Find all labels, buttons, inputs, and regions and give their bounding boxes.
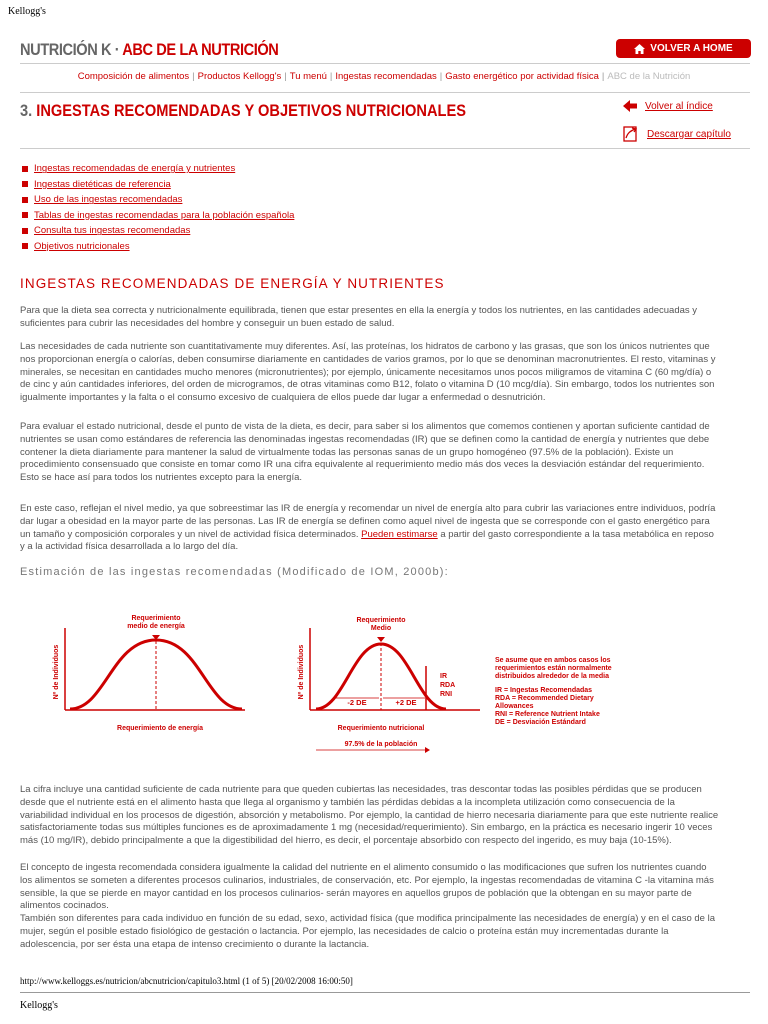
toc-item[interactable] <box>22 223 294 239</box>
browser-footer-brand: Kellogg's <box>20 1000 58 1011</box>
bullet-icon <box>22 212 28 218</box>
download-chapter-label: Descargar capítulo <box>647 128 731 140</box>
pdf-download-icon <box>623 126 639 142</box>
nav-item-productos[interactable]: Productos Kellogg's <box>197 71 282 82</box>
toc-link[interactable]: Objetivos nutricionales <box>34 240 130 252</box>
right-minus-label: -2 DE <box>347 698 367 707</box>
paragraph-4 <box>20 503 720 554</box>
bullet-icon <box>22 197 28 203</box>
legend-line-1: Se asume que en ambos casos los <box>495 657 611 664</box>
browser-header-brand: Kellogg's <box>8 6 46 17</box>
home-icon <box>634 44 645 54</box>
paragraph-2: Las necesidades de cada nutriente son cuantitativamente muy diferentes. Así, las proteínas, los hidratos de carbono y las grasas, que son los únicos nutrientes que nos proporcionan energía o calorías, deben consumirse diariamente en cantidades de varios gramos, por lo que se denominan macronutrientes. El resto, vitaminas y minerales, se necesitan en cantidades mucho menores (micronutrientes); por ejemplo, únicamente necesitamos unos pocos miligramos de vitamina C (60 mg/día) o de cinc y aún cantidades inferiores, del orden de microgramos, de otras vitaminas como B12, folato o vitamina D (10 mcg/día). Sin embargo, todos los nutrientes son igualmente importantes y la falta o el consumo excesivo de cualquiera de ellos puede dar lugar a enfermedad o desnutrición. <box>20 341 716 404</box>
chapter-number: 3. <box>20 101 33 120</box>
toc-link[interactable]: Tablas de ingestas recomendadas para la población española <box>34 209 295 221</box>
estimate-link[interactable]: Pueden estimarse <box>361 528 438 540</box>
bullet-icon <box>22 228 28 234</box>
nav-item-tu-menu[interactable]: Tu menú <box>289 71 327 82</box>
bullet-icon <box>22 181 28 187</box>
section-heading: INGESTAS RECOMENDADAS DE ENERGÍA Y NUTRIENTES <box>20 276 445 291</box>
left-top-label-2: medio de energía <box>127 623 185 630</box>
right-top-label-1: Requerimiento <box>356 617 406 624</box>
nav-divider <box>20 92 750 93</box>
header-divider <box>20 63 750 64</box>
table-of-contents <box>22 161 294 254</box>
toc-item[interactable] <box>22 192 294 208</box>
right-distribution-chart <box>298 617 480 753</box>
paragraph-1: Para que la dieta sea correcta y nutricionalmente equilibrada, tienen que estar presentes en ella la energía y todos los nutrientes, en las cantidades adecuadas y suficientes para cubrir las necesidades del hombre y conseguir un buen estado de salud. <box>20 305 698 329</box>
legend-line-8: DE = Desviación Estándard <box>495 719 586 726</box>
nav-separator: | <box>192 71 195 82</box>
site-title-part1: NUTRICIÓN K · <box>20 40 120 59</box>
figure-legend <box>495 657 612 726</box>
legend-line-4: IR = Ingestas Recomendadas <box>495 687 593 694</box>
left-distribution-chart <box>53 615 245 732</box>
right-top-label-2: Medio <box>370 625 392 632</box>
toc-item[interactable] <box>22 177 294 193</box>
home-button[interactable] <box>616 39 751 58</box>
left-x-label: Requerimiento de energía <box>117 725 203 732</box>
right-y-label: Nº de Individuos <box>298 644 305 700</box>
chapter-divider <box>20 148 750 149</box>
requirements-figure <box>20 610 740 770</box>
legend-line-7: RNI = Reference Nutrient Intake <box>495 711 600 718</box>
right-x-label: Requerimiento nutricional <box>337 725 425 732</box>
toc-item[interactable] <box>22 239 294 255</box>
bullet-icon <box>22 166 28 172</box>
paragraph-6: El concepto de ingesta recomendada considera igualmente la calidad del nutriente en el alimento consumido o las modificaciones que sufren los nutrientes cuando los alimentos se someten a diferentes procesos culinarios, industriales, de conservación, etc. Por ejemplo, la ingestas recomendadas de vitamina C -la vitamina más sensible, la que se pierde en mayor cantidad en los procesos culinarios- serán mayores en aquellos grupos de población que la obtengan en su mayor parte de alimentos cocinados. <box>20 862 714 912</box>
nav-separator: | <box>284 71 287 82</box>
population-arrowhead <box>425 747 430 753</box>
toc-item[interactable] <box>22 161 294 177</box>
toc-link[interactable]: Consulta tus ingestas recomendadas <box>34 225 191 237</box>
legend-line-3: distribuidos alrededor de la media <box>495 673 609 680</box>
left-y-label: Nº de Individuos <box>53 644 60 700</box>
back-to-index-link[interactable] <box>623 100 713 112</box>
footer-divider <box>20 992 750 993</box>
top-navigation <box>0 71 768 82</box>
nav-separator: | <box>329 71 333 82</box>
back-to-index-label: Volver al índice <box>645 100 713 112</box>
nav-item-ingestas[interactable]: Ingestas recomendadas <box>335 71 437 82</box>
home-button-label: VOLVER A HOME <box>650 43 733 54</box>
footer-url: http://www.kelloggs.es/nutricion/abcnutricion/capitulo3.html (1 of 5) [20/02/2008 16:00:50] <box>20 976 353 986</box>
legend-line-5: RDA = Recommended Dietary <box>495 695 594 702</box>
toc-item[interactable] <box>22 208 294 224</box>
nav-item-current: ABC de la Nutrición <box>607 71 691 82</box>
right-ir-label: IR <box>440 673 447 680</box>
site-title-part2: ABC DE LA NUTRICIÓN <box>119 40 279 59</box>
paragraph-7: También son diferentes para cada individuo en función de su edad, sexo, actividad física (que modifica principalmente las necesidades de energía) y en el caso de la mujer, según el posible estado fisiológico de gestación o lactancia. Por ejemplo, las necesidades de calcio o proteína están muy incrementadas durante la adolescencia, por ser ésta una etapa de intenso crecimiento o durante la lactancia. <box>20 913 715 950</box>
nav-separator: | <box>601 71 605 82</box>
right-mean-marker <box>377 637 385 642</box>
nav-item-gasto[interactable]: Gasto energético por actividad física <box>445 71 599 82</box>
right-rda-label: RDA <box>440 682 456 689</box>
site-title <box>20 40 278 60</box>
paragraph-4-text-b: a partir del gasto correspondiente a la tasa metabólica en reposo y a la actividad física desarrollada a lo largo del día. <box>20 528 714 553</box>
nav-separator: | <box>439 71 443 82</box>
right-rni-label: RNI <box>440 691 453 698</box>
legend-line-6: Allowances <box>495 703 534 710</box>
legend-line-2: requerimientos están normalmente <box>495 665 612 672</box>
back-arrow-icon <box>623 100 637 112</box>
chapter-title <box>20 101 466 121</box>
bullet-icon <box>22 243 28 249</box>
population-label: 97.5% de la población <box>344 741 418 748</box>
paragraph-3: Para evaluar el estado nutricional, desde el punto de vista de la dieta, es decir, para saber si los alimentos que comemos contienen y aportan suficiente cantidad de nutrientes se usan como estándares de referencia las denominadas ingestas recomendadas (IR) que se definen como la cantidad de energía y nutrientes que debe contener la dieta diariamente para mantener la salud de virtualmente todas las personas sanas de un grupo homogéneo (97.5% de la población). Existe un procedimiento consensuado que consiste en tomar como IR una cifra equivalente al requerimiento medio más dos veces la desviación estándar del requerimiento. Esto se hace así para todos los nutrientes excepto para la energía. <box>20 421 710 484</box>
toc-link[interactable]: Uso de las ingestas recomendadas <box>34 194 183 206</box>
toc-link[interactable]: Ingestas dietéticas de referencia <box>34 178 171 190</box>
left-top-label-1: Requerimiento <box>131 615 181 622</box>
paragraph-4-text-a: En este caso, reflejan el nivel medio, ya que sobreestimar las IR de energía y recomendar un nivel de energía alto para cubrir las variaciones entre individuos, podría dar lugar a obesidad en la mayor parte de las personas. Las IR de energía se definen como aquel nivel de ingesta que se corresponde con el gasto energético para un tamaño y composición corporales y un nivel de actividad física determinados. <box>20 503 716 540</box>
download-chapter-link[interactable] <box>623 126 731 142</box>
right-plus-label: +2 DE <box>395 698 417 707</box>
toc-link[interactable]: Ingestas recomendadas de energía y nutrientes <box>34 163 236 175</box>
nav-item-composicion[interactable]: Composición de alimentos <box>77 71 190 82</box>
chapter-title-text: INGESTAS RECOMENDADAS Y OBJETIVOS NUTRICIONALES <box>32 101 466 120</box>
figure-subheading: Estimación de las ingestas recomendadas (Modificado de IOM, 2000b): <box>20 566 449 578</box>
paragraph-5: La cifra incluye una cantidad suficiente de cada nutriente para que queden cubiertas las necesidades, tras descontar todas las posibles pérdidas que se producen desde que el nutriente está en el alimento hasta que llega al organismo y también las pérdidas debidas a la incompleta utilización como consecuencia de la variabilidad individual en los procesos de digestión, absorción y metabolismo. Por ejemplo, la cantidad de hierro necesaria diariamente para que este nutriente realice satisfactoriamente todas sus múltiples funciones es de aproximadamente 1 mg (necesidad/requerimiento). Sin embargo, en la práctica es necesario ingerir 10 veces más (10 mg/IR), debido principalmente a que la digestibilidad del hierro, es decir, el porcentaje absorbido con respecto del ingerido, es muy baja (10-15%). <box>20 784 719 847</box>
